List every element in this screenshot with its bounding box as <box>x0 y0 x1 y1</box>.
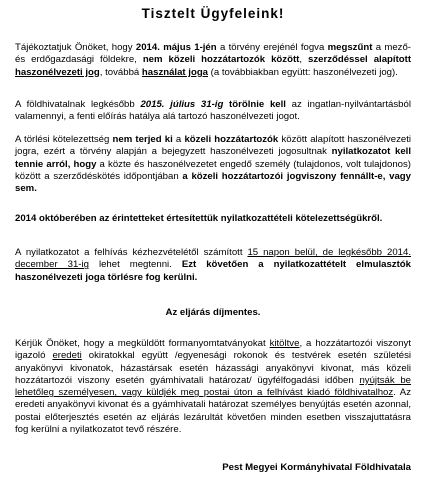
paragraph-6 <box>15 307 411 319</box>
text-run: nyújtsák be lehetőleg személyesen, vagy küldjék meg postai úton a felhívást kiadó földhivatalhoz <box>15 374 412 399</box>
text-run: . Az eredeti anyakönyvi kivonat és a gyámhivatali határozat személyes benyújtás esetén azonnal, postai előterjesztés esetén az eljárás lezárultát követően minden esetben visszajuttatásra fog kerülni a nyilatkozatot tevő részére. <box>15 387 412 436</box>
text-run: között alapított haszonélvezeti jogra, ezért a törvény alapján a bejegyzett haszonélvezeti jogosultnak <box>15 134 411 158</box>
text-run: Kérjük Önöket, hogy a megküldött formanyomtatványokat <box>15 338 270 349</box>
text-run: nem terjed ki <box>112 134 173 145</box>
text-run: haszonélvezeti jog <box>15 66 100 78</box>
text-run: okiratokkal együtt /egyenesági rokonok és testvérek esetén születési anyakönyvi kivonatok, házastársak esetén házassági anyakönyvi kivonat, más közeli hozzátartozói viszony esetén gyámhivatali határozat/ ügyfélfogadási időben <box>15 350 411 386</box>
paragraph-3 <box>15 134 411 195</box>
text-run: nyilatkozatot kell tennie arról, hogy <box>15 146 411 170</box>
text-run: szerződéssel alapított <box>308 54 412 66</box>
text-run: megszűnt <box>327 42 373 53</box>
text-run: , <box>299 54 308 66</box>
text-run: nem közeli hozzátartozók között <box>142 54 300 66</box>
text-run: közeli hozzátartozók <box>184 134 279 145</box>
paragraph-4 <box>15 213 411 225</box>
text-run: A nyilatkozatot a felhívás kézhezvételétől számított <box>15 247 248 258</box>
text-run: 2015. július 31-ig <box>140 99 224 110</box>
text-run: Ezt követően a nyilatkozattételt elmulasztók haszonélvezeti joga törlésre fog kerülni. <box>15 259 411 283</box>
text-run: törölnie kell <box>229 99 286 110</box>
text-run: 2014 októberében az érintetteket értesítettük nyilatkozattételi kötelezettségükről. <box>15 213 383 224</box>
paragraph-5 <box>15 247 411 284</box>
text-run: a <box>172 134 185 145</box>
signature <box>15 462 411 474</box>
text-run: A törlési kötelezettség <box>15 134 113 145</box>
text-run: Az eljárás díjmentes. <box>165 307 261 318</box>
text-run: A földhivatalnak legkésőbb <box>15 99 141 110</box>
text-run: a mező- és erdőgazdasági földekre, <box>15 42 412 66</box>
text-run: kitöltve <box>269 338 300 349</box>
text-run: lehet megtenni. <box>88 259 182 271</box>
text-run: , a hozzátartozói viszonyt igazoló <box>15 338 411 362</box>
paragraph-2 <box>15 99 411 124</box>
text-run: eredeti <box>52 350 82 362</box>
text-run: Pest Megyei Kormányhivatal Földhivatala <box>222 462 411 473</box>
text-run: az ingatlan-nyilvántartásból valamennyi, a fenti előírás hatálya alá tartozó haszonélvezeti jogot. <box>15 99 411 123</box>
text-run: a közte és haszonélvezetet engedő személy (tulajdonos, volt tulajdonos) között a szerződéskötés időpontjában <box>15 158 411 182</box>
text-run: használat joga <box>141 66 209 78</box>
paragraph-1 <box>15 42 411 79</box>
text-run: Tájékoztatjuk Önöket, hogy <box>15 42 136 53</box>
text-run: a törvény erejénél fogva <box>216 42 328 53</box>
text-run: , továbbá <box>99 66 142 78</box>
page-title: Tisztelt Ügyfeleink! <box>141 6 285 21</box>
paragraph-7 <box>15 338 411 436</box>
text-run: a közeli hozzátartozói jogviszony fennállt-e, vagy sem. <box>15 170 411 195</box>
text-run: 15 napon belül, de legkésőbb 2014. december 31-ig <box>15 247 411 271</box>
text-run: (a továbbiakban együtt: haszonélvezeti jog). <box>208 66 398 78</box>
text-run: 2014. május 1-jén <box>135 42 217 53</box>
